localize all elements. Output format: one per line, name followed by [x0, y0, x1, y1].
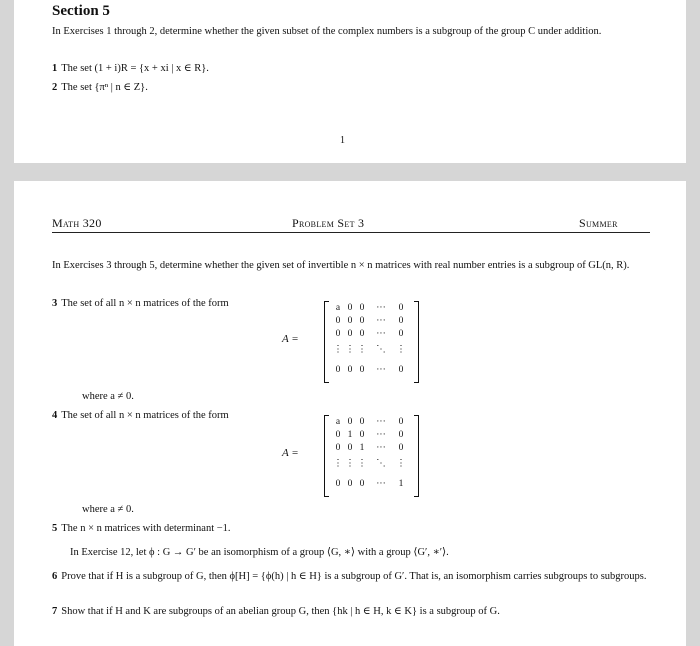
matrix-3	[282, 297, 432, 387]
right-bracket	[414, 415, 419, 497]
exercise-4-condition: where a ≠ 0.	[82, 504, 134, 515]
header-course: Math 320	[52, 216, 102, 230]
exercise-number: 4	[52, 410, 58, 421]
matrix-cell: 0	[335, 430, 341, 440]
page-number: 1	[340, 135, 345, 146]
matrix-cell: 1	[359, 443, 365, 453]
matrix-cell: 1	[347, 430, 353, 440]
matrix-cell: 0	[347, 417, 353, 427]
left-bracket	[324, 415, 329, 497]
exercise-text: The set {πⁿ | n ∈ Z}.	[61, 82, 148, 93]
matrix-cell: ⋮	[357, 459, 367, 469]
section-title: Section 5	[52, 3, 110, 19]
matrix-cell: 0	[347, 479, 353, 489]
section-intro: In Exercises 1 through 2, determine whether the given subset of the complex numbers is a subgroup of the group C under addition.	[52, 26, 602, 37]
matrix-cell: 0	[359, 479, 365, 489]
matrix-cell: ⋮	[357, 345, 367, 355]
exercise-text: The n × n matrices with determinant −1.	[61, 523, 231, 534]
matrix-label: A =	[282, 333, 299, 345]
matrix-cell: 0	[398, 303, 404, 313]
matrix-row	[332, 458, 408, 469]
matrix-cell: 0	[359, 329, 365, 339]
matrix-row	[332, 443, 408, 453]
matrix-cell: ···	[376, 479, 386, 489]
exercise-5	[52, 522, 652, 535]
exercise-text: Prove that if H is a subgroup of G, then ϕ[H] = {ϕ(h) | h ∈ H} is a subgroup of G′. That is, an isomorphism carries subgroups to subgroups.	[61, 571, 647, 582]
exercise-6	[52, 570, 652, 583]
matrix-cell: ⋮	[345, 459, 355, 469]
right-bracket	[414, 301, 419, 383]
matrix-4	[282, 411, 432, 501]
exercise-text: The set of all n × n matrices of the form	[61, 410, 229, 421]
matrix-row	[332, 417, 408, 427]
matrix-cell: 0	[347, 365, 353, 375]
matrix-cell: ···	[376, 417, 386, 427]
matrix-row	[332, 303, 408, 313]
matrix-cell: 0	[398, 329, 404, 339]
matrix-cell: 0	[398, 316, 404, 326]
matrix-cell: 0	[359, 303, 365, 313]
matrix-cell: 0	[398, 365, 404, 375]
exercise-number: 3	[52, 298, 58, 309]
matrix-cell: 0	[398, 430, 404, 440]
matrix-cell: ⋱	[376, 345, 386, 355]
matrix-cell: 0	[335, 316, 341, 326]
matrix-cell: 0	[359, 365, 365, 375]
matrix-cell: 0	[335, 329, 341, 339]
isomorphism-intro: In Exercise 12, let ϕ : G → G′ be an isomorphism of a group ⟨G, ∗⟩ with a group ⟨G′, ∗′⟩.	[70, 547, 449, 558]
page-2	[14, 181, 686, 646]
matrix-row	[332, 344, 408, 355]
exercise-7	[52, 605, 652, 618]
header-rule	[52, 232, 650, 233]
left-bracket	[324, 301, 329, 383]
exercise-2	[52, 81, 652, 94]
matrices-intro: In Exercises 3 through 5, determine whether the given set of invertible n × n matrices with real number entries is a subgroup of GL(n, R).	[52, 260, 630, 271]
matrix-row	[332, 365, 408, 375]
matrix-cell: ⋮	[333, 345, 343, 355]
matrix-cell: ⋱	[376, 459, 386, 469]
exercise-number: 5	[52, 523, 58, 534]
exercise-text: Show that if H and K are subgroups of an abelian group G, then {hk | h ∈ H, k ∈ K} is a subgroup of G.	[61, 606, 500, 617]
matrix-cell: a	[335, 417, 341, 427]
matrix-cell: 0	[347, 316, 353, 326]
matrix-cell: 0	[347, 443, 353, 453]
matrix-cell: ⋮	[396, 345, 406, 355]
page-1	[14, 0, 686, 163]
matrix-row	[332, 329, 408, 339]
exercise-number: 1	[52, 63, 58, 74]
matrix-cell: ···	[376, 303, 386, 313]
exercise-3-condition: where a ≠ 0.	[82, 391, 134, 402]
header-term: Summer	[579, 216, 618, 230]
matrix-cell: 0	[335, 479, 341, 489]
matrix-cell: ⋮	[345, 345, 355, 355]
matrix-cell: 0	[398, 417, 404, 427]
matrix-cell: ···	[376, 430, 386, 440]
matrix-cell: 0	[398, 443, 404, 453]
exercise-text: The set (1 + i)R = {x + xi | x ∈ R}.	[61, 63, 209, 74]
matrix-cell: 0	[359, 316, 365, 326]
matrix-cell: ⋮	[396, 459, 406, 469]
matrix-cell: 1	[398, 479, 404, 489]
matrix-row	[332, 316, 408, 326]
matrix-cell: ⋮	[333, 459, 343, 469]
matrix-cell: 0	[359, 417, 365, 427]
matrix-cell: ···	[376, 365, 386, 375]
matrix-cell: ···	[376, 329, 386, 339]
exercise-1	[52, 62, 652, 75]
exercise-number: 6	[52, 571, 58, 582]
matrix-cell: 0	[347, 303, 353, 313]
exercise-number: 2	[52, 82, 58, 93]
matrix-cell: 0	[347, 329, 353, 339]
matrix-cell: 0	[359, 430, 365, 440]
matrix-row	[332, 430, 408, 440]
exercise-text: The set of all n × n matrices of the form	[61, 298, 229, 309]
matrix-cell: 0	[335, 443, 341, 453]
header-title: Problem Set 3	[292, 216, 365, 230]
matrix-cell: 0	[335, 365, 341, 375]
matrix-cell: ···	[376, 443, 386, 453]
matrix-row	[332, 479, 408, 489]
exercise-number: 7	[52, 606, 58, 617]
matrix-cell: ···	[376, 316, 386, 326]
matrix-cell: a	[335, 303, 341, 313]
matrix-label: A =	[282, 447, 299, 459]
